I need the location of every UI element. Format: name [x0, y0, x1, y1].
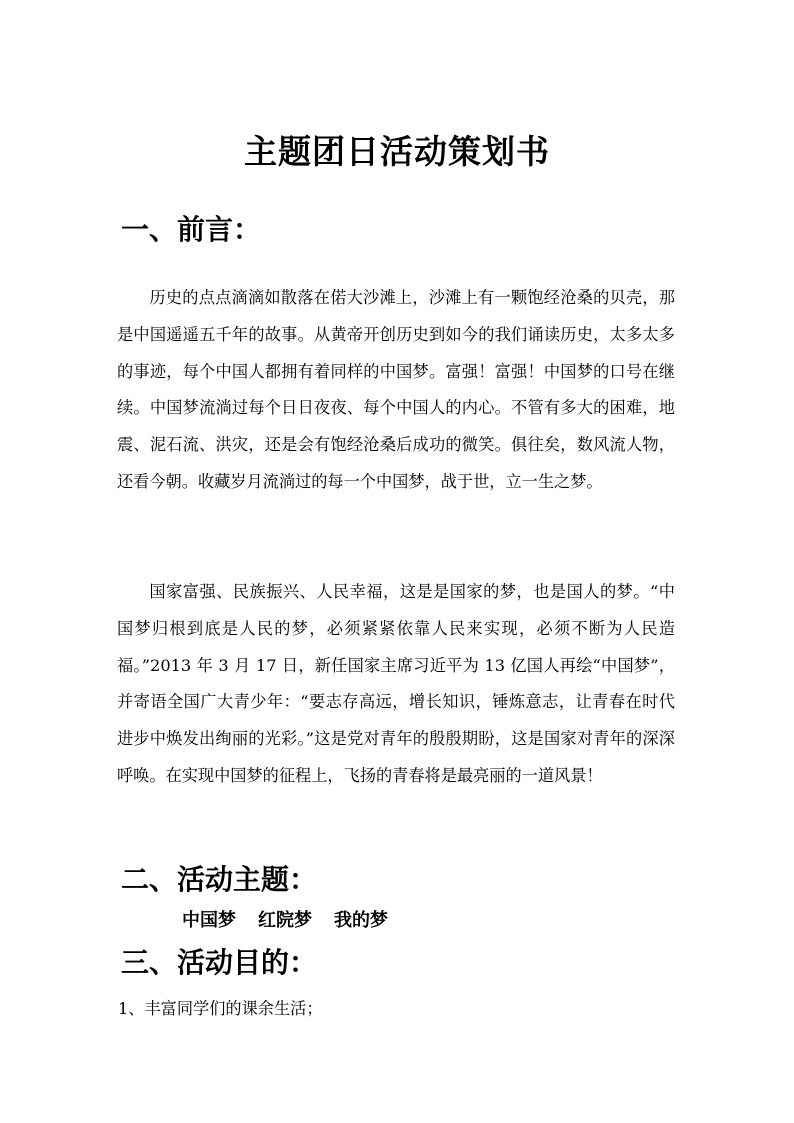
theme-item: 我的梦: [334, 910, 388, 931]
section-heading-preface: 一、前言：: [121, 213, 262, 246]
theme-item: 中国梦: [182, 910, 236, 931]
section-heading-purpose: 三、活动目的：: [121, 946, 318, 979]
purpose-list-item: 1、丰富同学们的课余生活；: [118, 999, 323, 1018]
theme-item: 红院梦: [258, 910, 312, 931]
theme-list: [182, 906, 410, 936]
document-title: 主题团日活动策划书: [244, 132, 550, 171]
preface-paragraph-1: 历史的点点滴滴如散落在偌大沙滩上，沙滩上有一颗饱经沧桑的贝壳，那是中国遥遥五千年的故事。从黄帝开创历史到如今的我们诵读历史，太多太多的事迹，每个中国人都拥有着同样的中国梦。富强！富强！中国梦的口号在继续。中国梦流淌过每个日日夜夜、每个中国人的内心。不管有多大的困难，地震、泥石流、洪灾，还是会有饱经沧桑后成功的微笑。俱往矣，数风流人物，还看今朝。收藏岁月流淌过的每一个中国梦，战于世，立一生之梦。: [117, 288, 675, 491]
section-heading-theme: 二、活动主题：: [121, 863, 318, 896]
preface-paragraph-2: 国家富强、民族振兴、人民幸福，这是是国家的梦，也是国人的梦。“中国梦归根到底是人民的梦，必须紧紧依靠人民来实现，必须不断为人民造福。”2013 年 3 月 17 日，新任国家主席习近平为 13 亿国人再绘“中国梦”，并寄语全国广大青少年：“要志存高远，增长知识，锤炼意志，让青春在时代进步中焕发出绚丽的光彩。”这是党对青年的殷殷期盼，这是国家对青年的深深呼唤。在实现中国梦的征程上，飞扬的青春将是最亮丽的一道风景！: [117, 582, 675, 785]
